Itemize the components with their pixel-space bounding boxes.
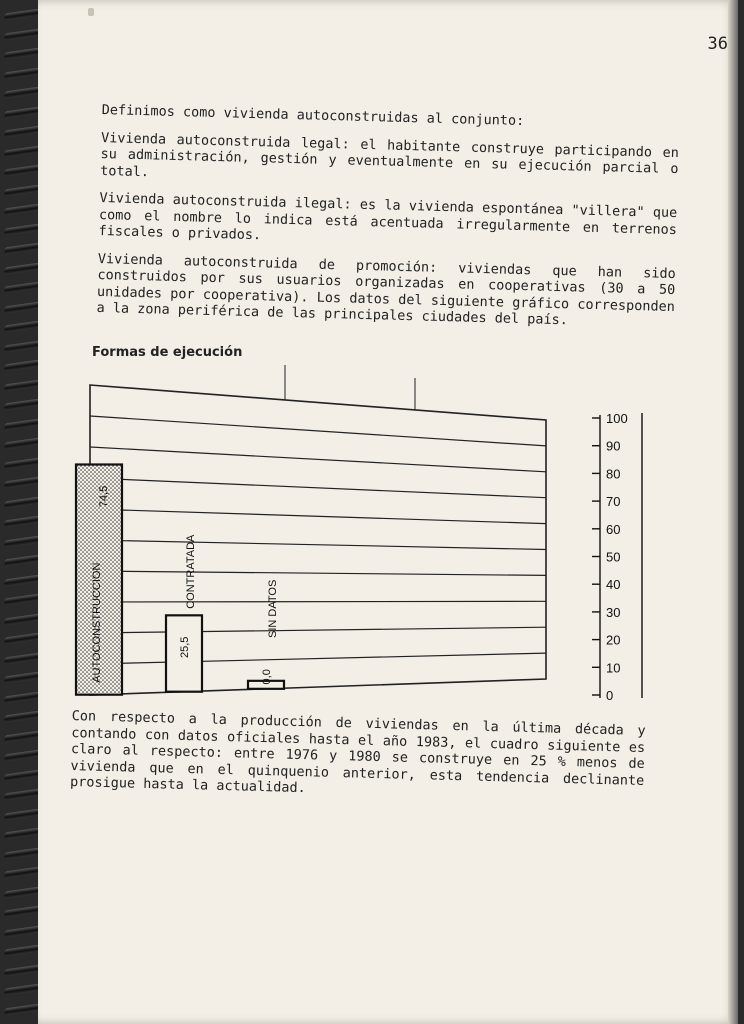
y-tick-label: 30	[606, 604, 621, 620]
chart-plot-area	[76, 365, 642, 703]
chart-title: Formas de ejecución	[92, 345, 243, 360]
y-tick-label: 60	[606, 521, 621, 537]
y-tick-label: 90	[606, 438, 621, 454]
page-number: 36	[707, 34, 728, 54]
y-tick-label: 100	[606, 411, 628, 426]
paragraph-legal: Vivienda autoconstruida legal: el habitante construye participando en su administración, gestión y eventualmente en su ejecución parcial o total.	[99, 129, 680, 180]
paragraph-promocion: Vivienda autoconstruida de promoción: viviendas que han sido construidos por sus usuarios organizadas en cooperativas (30 a 50 unidades por cooperativa). Los datos del siguiente gráfico corresponden a la zona periférica de las principales ciudades del país.	[96, 250, 676, 329]
bar-value-label: 25,5	[179, 636, 191, 659]
bar-category-label: CONTRATADA	[185, 534, 197, 609]
gridline	[90, 653, 546, 664]
y-tick-label: 0	[606, 688, 614, 703]
gridline	[90, 601, 546, 602]
y-tick-label: 10	[606, 660, 621, 676]
bar-category-label: AUTOCONSTRUCCION	[91, 562, 103, 683]
gridline	[90, 627, 546, 633]
y-tick-label: 20	[606, 632, 621, 648]
bar-value-label: 0,0	[261, 669, 273, 685]
y-tick-label: 50	[606, 549, 621, 565]
gridline	[90, 509, 546, 524]
y-tick-label: 40	[606, 577, 621, 593]
gridline	[90, 447, 546, 472]
y-tick-label: 80	[606, 466, 621, 482]
y-tick-label: 70	[606, 494, 621, 510]
page-edge	[728, 0, 738, 1024]
gridline	[90, 416, 546, 446]
paragraph-ilegal: Vivienda autoconstruida ilegal: es la vivienda espontánea "villera" que como el nombre lo indica está acentuada irregularmente en terrenos fiscales o privados.	[98, 189, 678, 244]
closing-paragraph: Con respecto a la producción de viviendas en la última década y contando con datos oficiales hasta el año 1983, el cuadro siguiente es claro al respecto: entre 1976 y 1980 se construye en 25 % menos de vivienda que en el quinquenio anterior, esta tendencia declinante prosigue hasta la actualidad.	[69, 708, 646, 797]
intro-text	[96, 102, 680, 343]
gridline	[90, 478, 546, 498]
punch-mark	[88, 8, 94, 16]
paragraph-definition: Definimos como vivienda autoconstruidas al conjunto:	[101, 102, 525, 130]
bar-category-label: SIN DATOS	[267, 579, 279, 638]
gridline	[90, 540, 546, 550]
bar-chart	[60, 365, 680, 705]
bar-value-label: 74,5	[98, 485, 110, 508]
gridline	[90, 571, 546, 575]
